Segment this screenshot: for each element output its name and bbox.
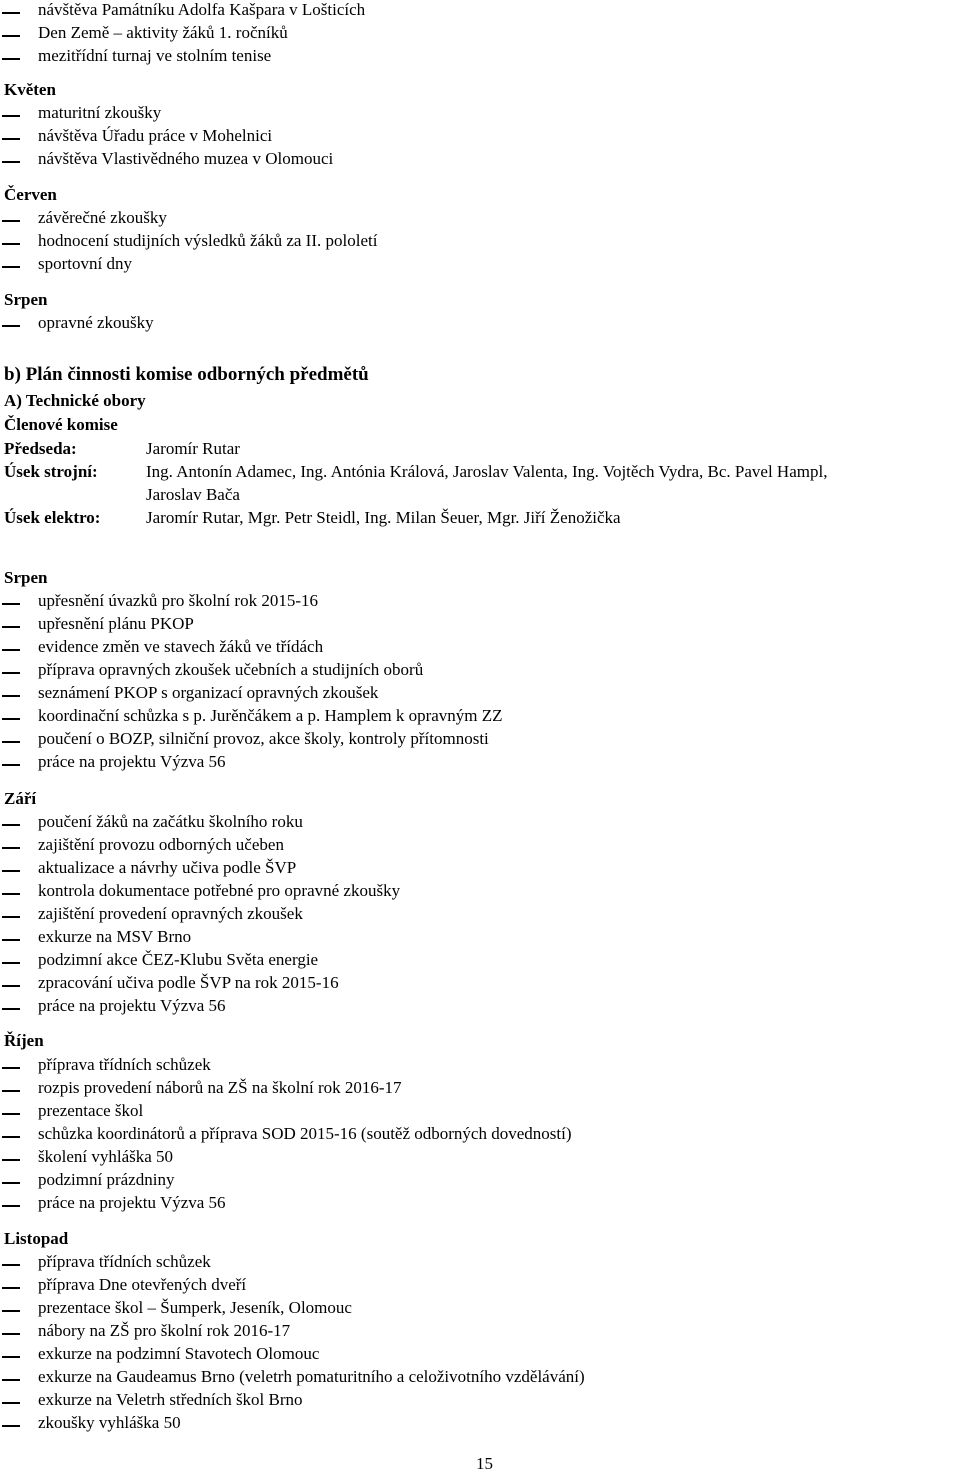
mech-label: Úsek strojní:	[4, 462, 98, 481]
page-number: 15	[476, 1454, 493, 1473]
month-heading: Srpen	[4, 290, 48, 309]
elec-label: Úsek elektro:	[4, 508, 101, 527]
month-heading: Září	[4, 789, 37, 808]
month-heading: Květen	[4, 80, 56, 99]
elec-value: Jaromír Rutar, Mgr. Petr Steidl, Ing. Milan Šeuer, Mgr. Jiří Ženožička	[146, 508, 621, 527]
chair-label: Předseda:	[4, 439, 77, 458]
month-heading: Říjen	[4, 1031, 44, 1050]
section-heading: b) Plán činnosti komise odborných předmětů	[4, 364, 369, 385]
chair-value: Jaromír Rutar	[146, 439, 240, 458]
month-heading: Listopad	[4, 1229, 69, 1248]
month-heading: Červen	[4, 185, 57, 204]
subheading: A) Technické obory	[4, 391, 146, 410]
mech-value: Ing. Antonín Adamec, Ing. Antónia Králová, Jaroslav Valenta, Ing. Vojtěch Vydra, Bc. Pavel Hampl,	[146, 462, 828, 481]
month-heading: Srpen	[4, 568, 48, 587]
document-page: návštěva Památníku Adolfa Kašpara v Lošticích Den Země – aktivity žáků 1. ročníků mezitřídní turnaj ve stolním tenise Květen maturitní zkoušky návštěva Úřadu práce v Mohelnici návštěva Vlastivědného muzea v Olomouci Červen závěrečné zkoušky hodnocení studijních výsledků žáků za II. pololetí sportovní dny Srpen opravné zkoušky b) Plán činnosti komise odborných předmětů A) Technické obory Členové komise Předseda: Jaromír Rutar Úsek strojní: Ing. Antonín Adamec, Ing. Antónia Králová, Jaroslav Valenta, Ing. Vojtěch Vydra, Bc. Pavel Hampl, Jaroslav Bača Úsek elektro: Jaromír Rutar, Mgr. Petr Steidl, Ing. Milan Šeuer, Mgr. Jiří Ženožička Srpen upřesnění úvazků pro školní rok 2015-16 upřesnění plánu PKOP evidence změn ve stavech žáků ve třídách příprava opravných zkoušek učebních a studijních oborů seznámení PKOP s organizací opravných zkoušek koordinační schůzka s p. Jurěnčákem a p. Hamplem k opravným ZZ poučení o BOZP, silniční provoz, akce školy, kontroly přítomnosti práce na projektu Výzva 56 Září poučení žáků na začátku školního roku zajištění provozu odborných učeben aktualizace a návrhy učiva podle ŠVP kontrola dokumentace potřebné pro opravné zkoušky zajištění provedení opravných zkoušek exkurze na MSV Brno podzimní akce ČEZ-Klubu Světa energie zpracování učiva podle ŠVP na rok 2015-16 práce na projektu Výzva 56 Říjen příprava třídních schůzek rozpis provedení náborů na ZŠ na školní rok 2016-17 prezentace škol schůzka koordinátorů a příprava SOD 2015-16 (soutěž odborných dovedností) školení vyhláška 50 podzimní prázdniny práce na projektu Výzva 56 Listopad příprava třídních schůzek příprava Dne otevřených dveří prezentace škol – Šumperk, Jeseník, Olomouc nábory na ZŠ pro školní rok 2016-17 exkurze na podzimní Stavotech Olomouc exkurze na Gaudeamus Brno (veletrh pomaturitního a celoživotního vzdělávání) exkurze na Veletrh středních škol Brno zkoušky vyhláška 50 15	[4, 0, 828, 1473]
mech-value-continued: Jaroslav Bača	[146, 485, 240, 504]
members-heading: Členové komise	[4, 415, 118, 434]
